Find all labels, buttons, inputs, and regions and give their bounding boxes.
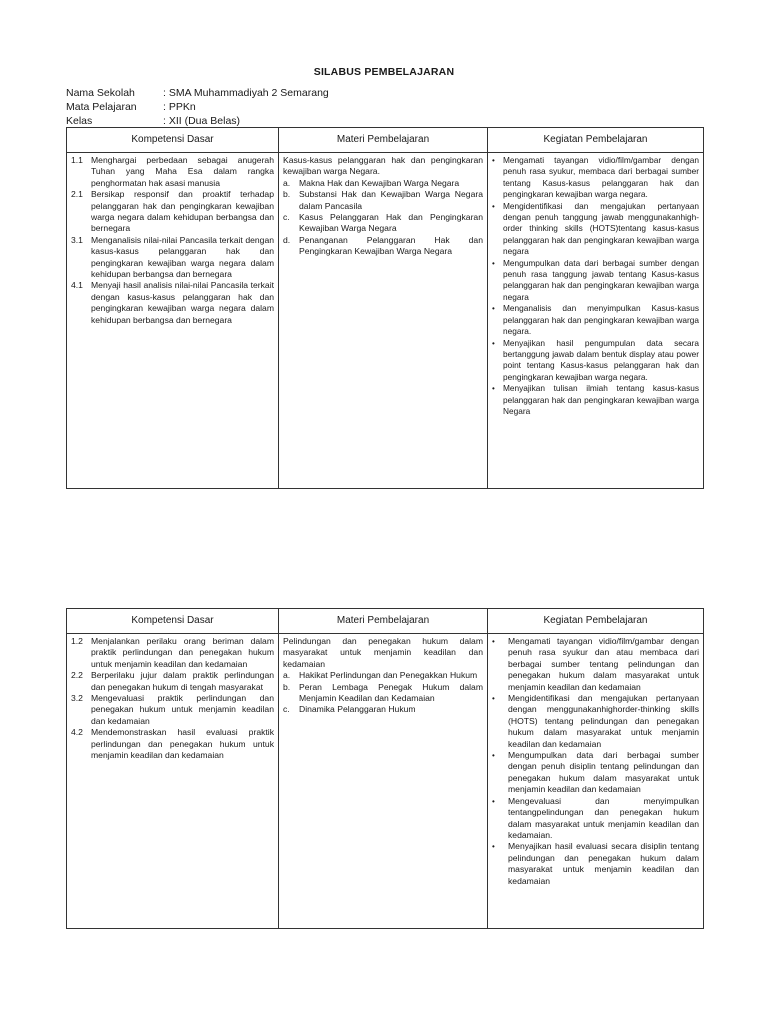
kegiatan-item [492, 155, 699, 201]
materi-letter: c. [283, 704, 290, 715]
kegiatan-text: Mengamati tayangan vidio/film/gambar dengan penuh rasa syukur dan atau membaca dari berbagai sumber tentang pelindungan dan penegakan hukum dalam masyarakat untuk menjamin keadilan dan kedamaian [508, 636, 699, 692]
kegiatan-text: Mengamati tayangan vidio/film/gambar dengan penuh rasa syukur, membaca dari berbagai sumber tentang Kasus-kasus pelanggaran hak dan pengingkaran kewajiban warga negara. [503, 155, 699, 200]
kompetensi-item [71, 636, 274, 670]
kegiatan-text: Mengevaluasi dan menyimpulkan tentangpelindungan dan penegakan hukum dalam masyarakat untuk menjamin keadilan dan kedamaian. [508, 795, 699, 840]
subject-label: Mata Pelajaran [66, 101, 137, 113]
materi-letter: b. [283, 681, 291, 692]
kompetensi-text: Menyaji hasil analisis nilai-nilai Pancasila terkait dengan kasus-kasus pelanggaran hak dan pengingkaran kewajiban warga negara dalam kehidupan berbangsa dan bernegara [91, 280, 274, 325]
kegiatan-text: Mengumpulkan data dari berbagai sumber dengan penuh rasa tanggung jawab tentang Kasus-kasus pelanggaran hak dan pengingkaran kewajiban warga negara [503, 257, 699, 302]
class-value: : XII (Dua Belas) [163, 115, 241, 127]
subject-row [66, 100, 329, 114]
document-title: SILABUS PEMBELAJARAN [313, 66, 455, 78]
table-header-row [67, 609, 704, 634]
kegiatan-text: Menganalisis dan menyimpulkan Kasus-kasus pelanggaran hak dan pengingkaran kewajiban warga negara. [503, 303, 699, 337]
kompetensi-text: Bersikap responsif dan proaktif terhadap pelanggaran hak dan pengingkaran kewajiban warga negara dalam kehidupan berbangsa dan bernegara [91, 189, 274, 234]
materi-item [283, 235, 483, 258]
kegiatan-text: Mengidentifikasi dan mengajukan pertanyaan dengan menggunakanhighorder-thinking skills (HOTS) tentang pelindungan dan penegakan hukum dalam masyarakat untuk menjamin keadilan dan kedamaian [508, 693, 699, 749]
kompetensi-item [71, 670, 274, 693]
materi-text: Penanganan Pelanggaran Hak dan Pengingkaran Kewajiban Warga Negara [299, 234, 483, 257]
kegiatan-item [492, 258, 699, 304]
kegiatan-item [492, 693, 699, 750]
kegiatan-text: Mengidentifikasi dan mengajukan pertanyaan dengan penuh tanggung jawab menggunakanhigh-order thinking skills (HOTS)tentang kasus-kasus pelanggaran hak dan pengingkaran kewajiban warga negara [503, 200, 699, 257]
kompetensi-item [71, 189, 274, 235]
kegiatan-item [492, 201, 699, 258]
kompetensi-text: Menghargai perbedaan sebagai anugerah Tuhan yang Maha Esa dalam rangka penghormatan hak asasi manusia [91, 155, 274, 188]
bullet-icon: • [492, 304, 495, 314]
kegiatan-cell [488, 634, 704, 929]
syllabus-table-2 [66, 608, 704, 929]
school-info [66, 86, 329, 128]
school-name-value: : SMA Muhammadiyah 2 Semarang [163, 87, 329, 99]
header-kompetensi-dasar: Kompetensi Dasar [67, 609, 279, 634]
kegiatan-text: Menyajikan hasil pengumpulan data secara bertanggung jawab dalam bentuk display atau power point tentang Kasus-kasus pelanggaran hak dan pengingkaran kewajiban warga negara. [503, 337, 699, 382]
bullet-icon: • [492, 842, 495, 852]
kompetensi-text: Mengevaluasi praktik perlindungan dan penegakan hukum untuk menjamin keadilan dan kedamaian [91, 693, 274, 726]
kegiatan-item [492, 303, 699, 337]
materi-letter: a. [283, 177, 291, 188]
materi-item [283, 178, 483, 189]
kegiatan-item [492, 841, 699, 887]
kompetensi-number: 1.2 [71, 636, 83, 646]
kegiatan-item [492, 796, 699, 842]
kegiatan-item [492, 636, 699, 693]
kegiatan-item [492, 750, 699, 796]
materi-item [283, 704, 483, 715]
materi-item [283, 212, 483, 235]
table-row [67, 153, 704, 489]
materi-cell [279, 153, 488, 489]
materi-item [283, 189, 483, 212]
syllabus-table-1 [66, 127, 704, 489]
bullet-icon: • [492, 156, 495, 165]
bullet-icon: • [492, 751, 495, 761]
bullet-icon: • [492, 796, 495, 806]
materi-item [283, 682, 483, 705]
materi-intro: Pelindungan dan penegakan hukum dalam masyarakat untuk menjamin keadilan dan kedamaian [283, 636, 483, 669]
kompetensi-text: Berperilaku jujur dalam praktik perlindungan dan penegakan hukum di tengah masyarakat [91, 670, 274, 692]
kompetensi-item [71, 727, 274, 761]
materi-text: Makna Hak dan Kewajiban Warga Negara [299, 177, 460, 188]
materi-text: Substansi Hak dan Kewajiban Warga Negara dalam Pancasila [299, 189, 483, 211]
school-name-row [66, 86, 329, 100]
kegiatan-cell [488, 153, 704, 489]
materi-letter: a. [283, 670, 291, 681]
kegiatan-text: Menyajikan hasil evaluasi secara disiplin tentang pelindungan dan penegakan hukum dalam masyarakat untuk menjamin keadilan dan kedamaian [508, 841, 699, 886]
kompetensi-number: 2.2 [71, 670, 83, 681]
kegiatan-text: Menyajikan tulisan ilmiah tentang kasus-kasus pelanggaran hak dan pengingkaran kewajiban warga Negara [503, 383, 699, 416]
kompetensi-number: 2.1 [71, 189, 83, 200]
kompetensi-cell [67, 634, 279, 929]
header-kompetensi-dasar: Kompetensi Dasar [67, 128, 279, 153]
kompetensi-number: 4.2 [71, 727, 83, 738]
kompetensi-item [71, 235, 274, 281]
kompetensi-text: Mendemonstraskan hasil evaluasi praktik perlindungan dan penegakan hukum untuk menjamin keadilan dan kedamaian [91, 727, 274, 761]
bullet-icon: • [492, 694, 495, 704]
table-row [67, 634, 704, 929]
materi-letter: c. [283, 212, 290, 223]
bullet-icon: • [492, 384, 495, 394]
class-row [66, 114, 329, 128]
materi-text: Hakikat Perlindungan dan Penegakkan Hukum [299, 670, 478, 681]
kompetensi-item [71, 155, 274, 189]
kompetensi-text: Menganalisis nilai-nilai Pancasila terkait dengan kasus-kasus pelanggaran hak dan pengingkaran kewajiban warga negara dalam kehidupan berbangsa dan bernegara [91, 234, 274, 280]
materi-item [283, 670, 483, 681]
materi-text: Kasus Pelanggaran Hak dan Pengingkaran Kewajiban Warga Negara [299, 212, 483, 234]
kompetensi-number: 4.1 [71, 280, 83, 291]
kegiatan-text: Mengumpulkan data dari berbagai sumber dengan penuh disiplin tentang pelindungan dan penegakan hukum dalam masyarakat untuk menjamin keadilan dan kedamaian [508, 750, 699, 795]
school-name-label: Nama Sekolah [66, 87, 135, 99]
materi-intro: Kasus-kasus pelanggaran hak dan pengingkaran kewajiban warga Negara. [283, 155, 483, 177]
materi-letter: d. [283, 234, 291, 245]
kompetensi-item [71, 280, 274, 326]
kegiatan-item [492, 338, 699, 384]
materi-text: Peran Lembaga Penegak Hukum dalam Menjamin Keadilan dan Kedamaian [299, 681, 483, 704]
kompetensi-text: Menjalankan perilaku orang beriman dalam praktik perlindungan dan penegakan hukum untuk menjamin keadilan dan kedamaian [91, 636, 274, 669]
header-kegiatan-pembelajaran: Kegiatan Pembelajaran [488, 609, 704, 634]
header-materi-pembelajaran: Materi Pembelajaran [279, 128, 488, 153]
kompetensi-number: 3.2 [71, 693, 83, 704]
kegiatan-item [492, 383, 699, 417]
kompetensi-item [71, 693, 274, 727]
kompetensi-number: 1.1 [71, 155, 83, 165]
kompetensi-cell [67, 153, 279, 489]
bullet-icon: • [492, 637, 495, 646]
header-materi-pembelajaran: Materi Pembelajaran [279, 609, 488, 634]
materi-letter: b. [283, 189, 291, 200]
table-header-row [67, 128, 704, 153]
class-label: Kelas [66, 115, 93, 127]
bullet-icon: • [492, 201, 495, 211]
subject-value: : PPKn [163, 101, 196, 113]
bullet-icon: • [492, 338, 495, 348]
materi-cell [279, 634, 488, 929]
header-kegiatan-pembelajaran: Kegiatan Pembelajaran [488, 128, 704, 153]
kompetensi-number: 3.1 [71, 234, 83, 245]
materi-text: Dinamika Pelanggaran Hukum [299, 704, 416, 715]
bullet-icon: • [492, 258, 495, 268]
